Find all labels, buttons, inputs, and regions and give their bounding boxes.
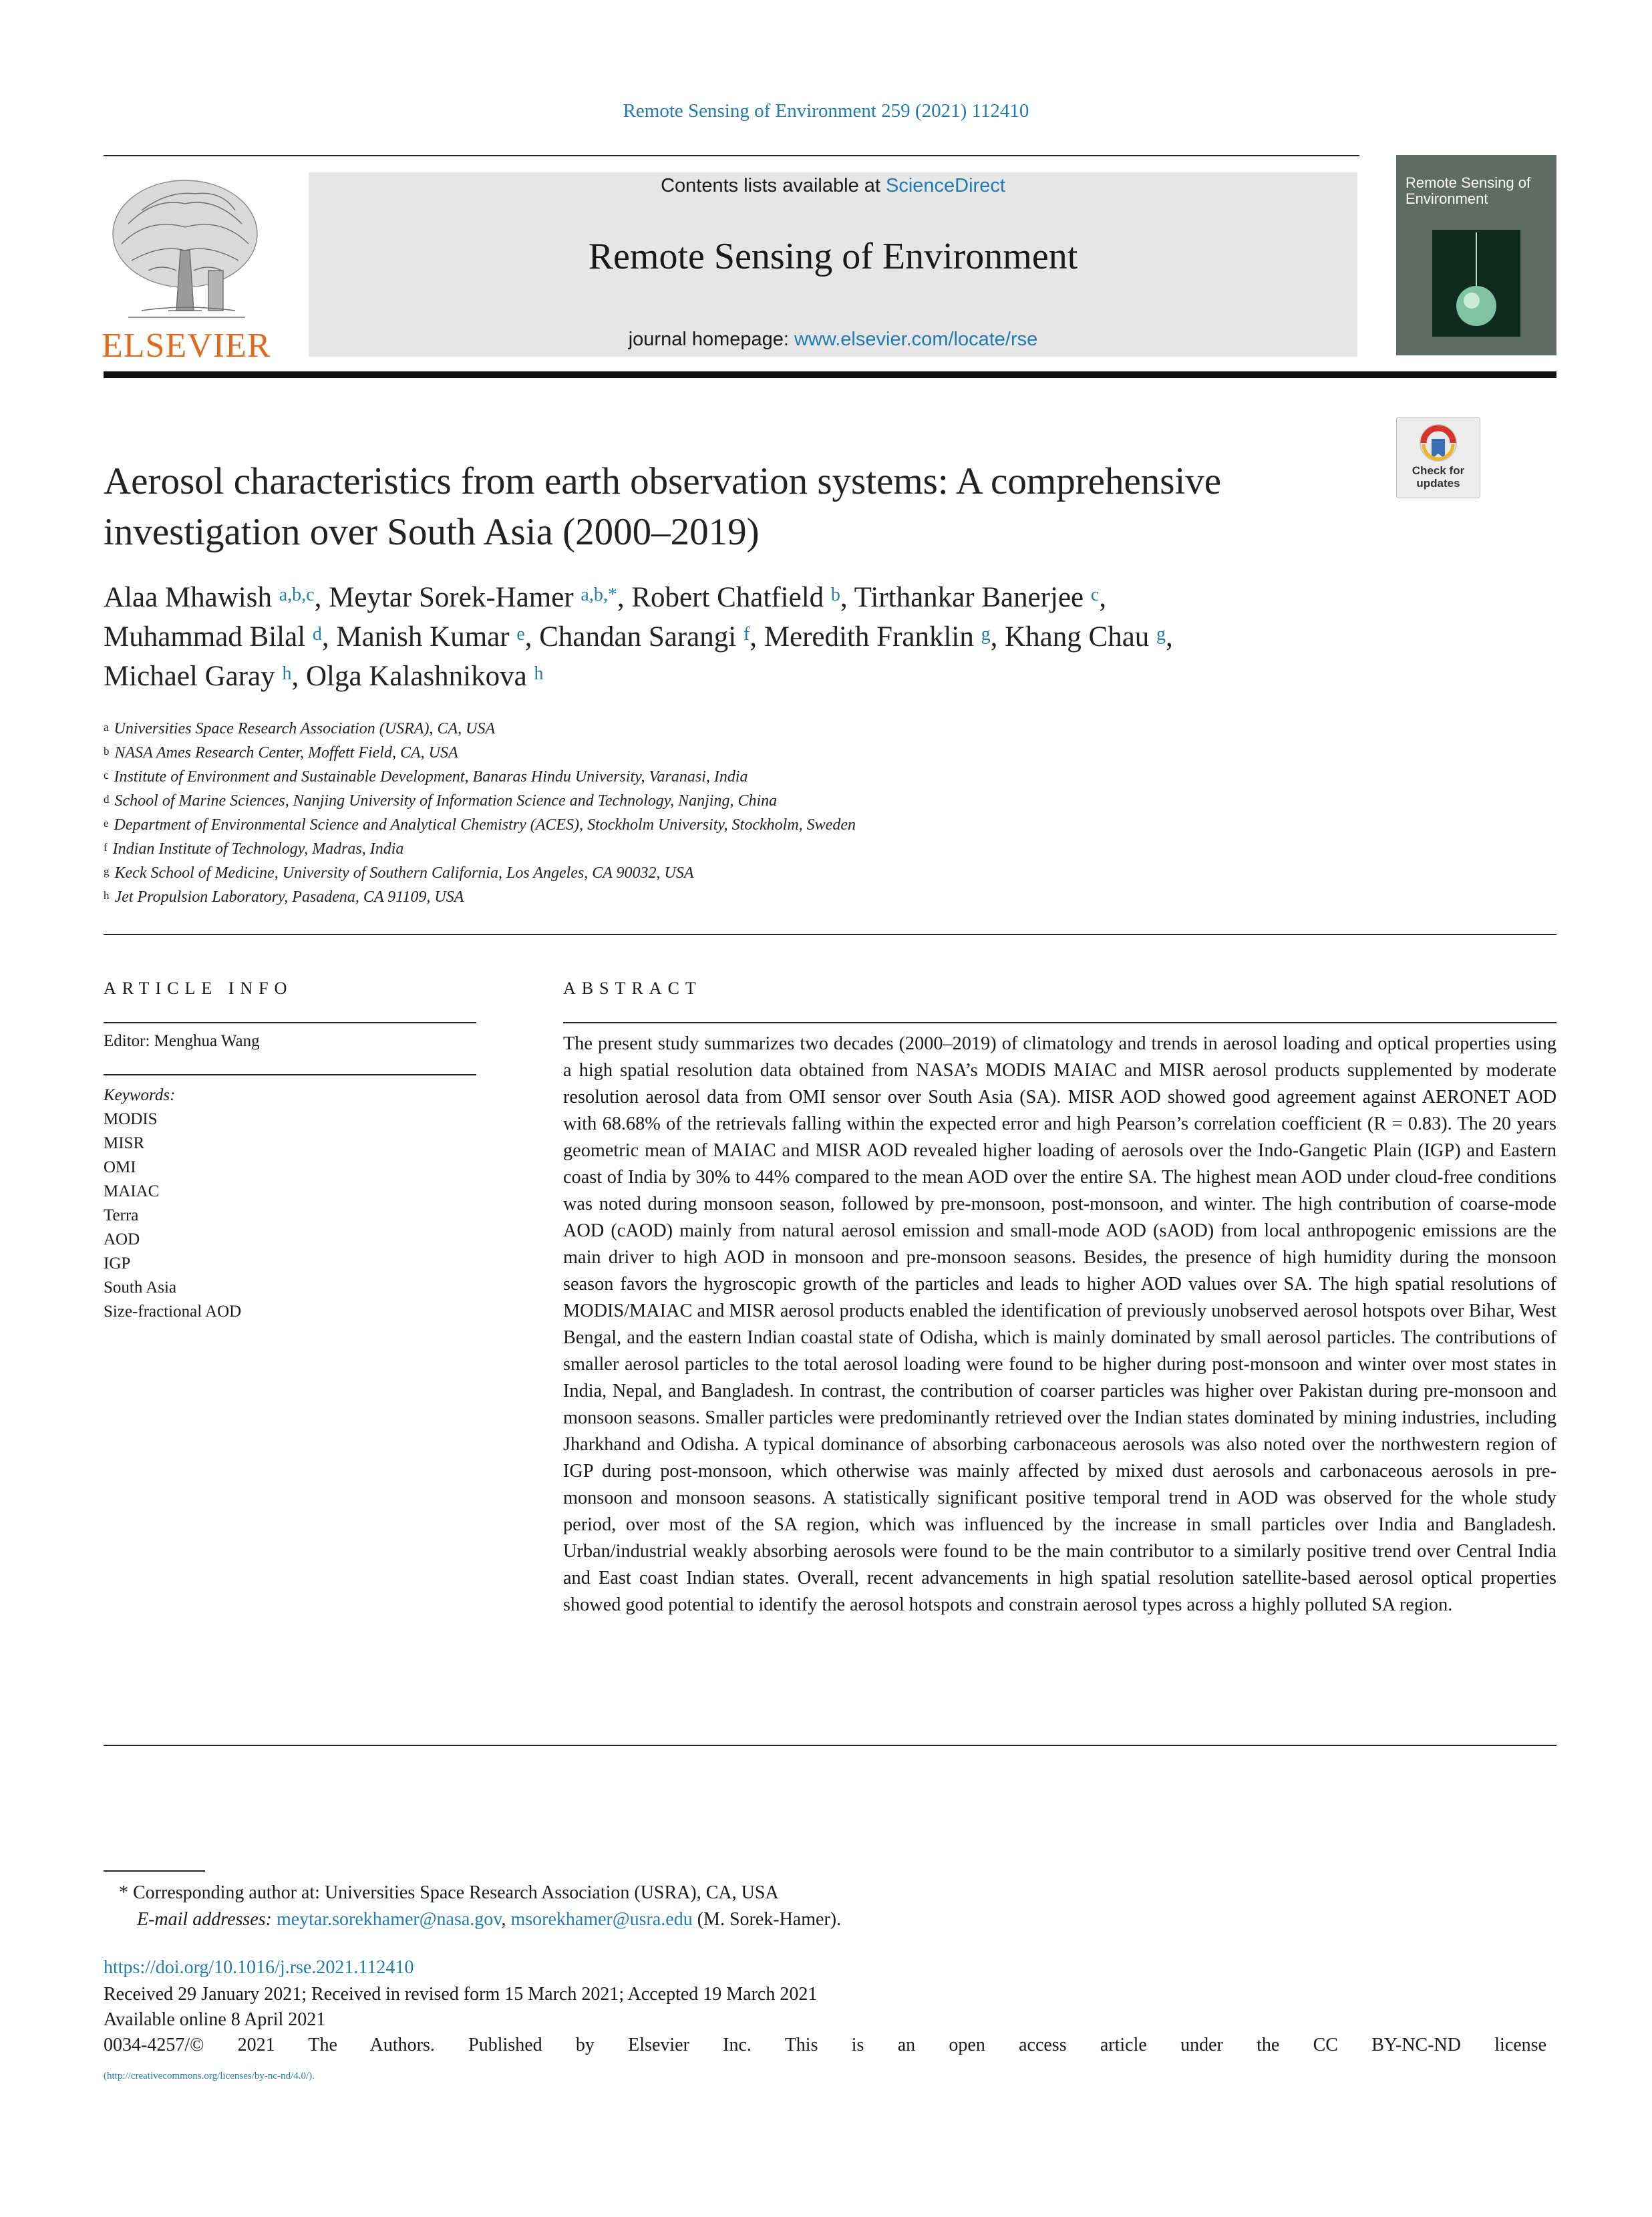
contents-line [309,175,1357,197]
keywords-block [104,1083,476,1324]
author-line-3 [104,657,1373,696]
author-name[interactable]: Michael Garay [104,661,275,692]
affiliation-item [104,861,1373,885]
author-name[interactable]: Manish Kumar [336,621,510,653]
author-name[interactable]: Khang Chau [1005,621,1150,653]
keywords-label: Keywords: [104,1086,176,1104]
keyword-item: MAIAC [104,1182,160,1200]
affiliation-item [104,813,1373,837]
affiliation-letter: b [104,745,110,757]
author-affiliation-marker[interactable]: a,b,* [581,584,617,605]
author-separator: , [1099,582,1107,613]
author-affiliation-marker[interactable]: g [1156,624,1166,645]
author-affiliation-marker[interactable]: h [534,663,544,684]
section-divider [104,934,1556,935]
footnote-divider [104,1870,205,1872]
author-name[interactable]: Meytar Sorek-Hamer [329,582,574,613]
author-separator: , [990,621,1005,653]
corresponding-author-note: * Corresponding author at: Universities Space Research Association (USRA), CA, USA [119,1882,779,1903]
cover-title: Remote Sensing of Environment [1406,174,1531,207]
abstract-heading: ABSTRACT [563,979,702,998]
author-name[interactable]: Olga Kalashnikova [305,661,527,692]
author-affiliation-marker[interactable]: g [981,624,991,645]
keyword-item: Terra [104,1206,139,1224]
author-separator: , [840,582,854,613]
doi-link[interactable]: https://doi.org/10.1016/j.rse.2021.112410 [104,1957,414,1978]
affiliation-text: Keck School of Medicine, University of Southern California, Los Angeles, CA 90032, USA [114,864,694,882]
affiliation-letter: d [104,793,110,806]
author-affiliation-marker[interactable]: a,b,c [279,584,315,605]
received-dates: Received 29 January 2021; Received in revised form 15 March 2021; Accepted 19 March 2021 [104,1984,818,2005]
affiliation-letter: a [104,721,109,733]
article-title-line-2: investigation over South Asia (2000–2019) [104,511,760,553]
affiliation-letter: c [104,769,109,782]
keyword-item: IGP [104,1254,131,1272]
author-name[interactable]: Alaa Mhawish [104,582,272,613]
article-title-line-1: Aerosol characteristics from earth observation systems: A comprehensive [104,460,1222,502]
author-affiliation-marker[interactable]: b [830,584,840,605]
check-for-updates-label: Check for updates [1412,464,1465,490]
affiliation-item [104,765,1373,789]
keyword-item: AOD [104,1230,140,1248]
article-title [104,456,1373,558]
available-online: Available online 8 April 2021 [104,2009,326,2030]
author-affiliation-marker[interactable]: c [1090,584,1100,605]
author-separator: , [291,661,306,692]
author-affiliation-marker[interactable]: d [312,624,322,645]
affiliations-list [104,717,1373,909]
author-line-1 [104,578,1373,617]
author-affiliation-marker[interactable]: e [516,624,525,645]
email-label: E-mail addresses: [137,1909,272,1930]
email-link-usra[interactable]: msorekhamer@usra.edu [510,1909,693,1930]
affiliation-item [104,885,1373,909]
homepage-prefix: journal homepage: [628,329,795,350]
author-name[interactable]: Chandan Sarangi [539,621,737,653]
author-line-2 [104,617,1373,657]
keyword-item: South Asia [104,1278,177,1297]
affiliation-letter: g [104,865,110,878]
homepage-link[interactable]: www.elsevier.com/locate/rse [794,329,1038,350]
affiliation-text: Jet Propulsion Laboratory, Pasadena, CA 91109, USA [114,888,464,906]
author-separator: , [321,621,337,653]
license-statement: 0034-4257/© 2021 The Authors. Published by Elsevier Inc. This is an open access article under the CC BY-NC-ND license [104,2035,1546,2055]
affiliation-text: NASA Ames Research Center, Moffett Field, CA, USA [114,744,458,761]
publisher-logo-text: ELSEVIER [102,327,271,365]
article-info-heading: ARTICLE INFO [104,979,293,998]
email-suffix: (M. Sorek-Hamer). [697,1909,842,1930]
affiliation-item [104,717,1373,741]
keyword-item: Size-fractional AOD [104,1303,242,1321]
author-name[interactable]: Meredith Franklin [764,621,974,653]
top-divider [104,155,1359,156]
author-affiliation-marker[interactable]: f [743,624,750,645]
email-addresses-line: E-mail addresses: meytar.sorekhamer@nasa.gov, msorekhamer@usra.edu (M. Sorek-Hamer). [137,1909,842,1930]
affiliation-text: Indian Institute of Technology, Madras, India [112,840,404,858]
article-info-divider [104,1022,476,1023]
check-for-updates-badge[interactable] [1396,417,1480,498]
affiliation-text: Universities Space Research Association (USRA), CA, USA [114,720,496,737]
affiliation-letter: e [104,817,109,830]
affiliation-text: Department of Environmental Science and Analytical Chemistry (ACES), Stockholm University, Stockholm, Sweden [114,816,856,834]
affiliation-item [104,789,1373,813]
journal-citation[interactable]: Remote Sensing of Environment 259 (2021) 112410 [623,100,1029,122]
editor-line: Editor: Menghua Wang [104,1032,260,1050]
contents-prefix: Contents lists available at [661,175,886,196]
author-name[interactable]: Muhammad Bilal [104,621,306,653]
author-separator: , [314,582,329,613]
author-affiliation-marker[interactable]: h [282,663,292,684]
keyword-item: OMI [104,1158,136,1176]
author-name[interactable]: Robert Chatfield [631,582,824,613]
keyword-item: MISR [104,1134,145,1152]
affiliation-text: Institute of Environment and Sustainable Development, Banaras Hindu University, Varanasi, India [114,768,748,786]
affiliation-item [104,837,1373,861]
affiliation-letter: h [104,889,110,902]
affiliation-item [104,741,1373,765]
affiliation-text: School of Marine Sciences, Nanjing University of Information Science and Technology, Nanjing, China [114,792,778,810]
journal-name: Remote Sensing of Environment [588,236,1078,277]
license-link[interactable]: (http://creativecommons.org/licenses/by-nc-nd/4.0/). [104,2071,315,2081]
author-separator: , [750,621,764,653]
affiliation-letter: f [104,841,108,854]
elsevier-wordmark [102,326,269,365]
keywords-divider [104,1074,476,1075]
abstract-divider [563,1022,1556,1023]
author-list [104,578,1373,696]
sciencedirect-link[interactable]: ScienceDirect [886,175,1005,196]
author-separator: , [524,621,540,653]
email-link-nasa[interactable]: meytar.sorekhamer@nasa.gov [276,1909,502,1930]
header-thick-divider [104,371,1556,378]
homepage-line [309,329,1357,351]
author-separator: , [1166,621,1173,653]
abstract-bottom-divider [104,1745,1556,1746]
abstract-text: The present study summarizes two decades (2000–2019) of climatology and trends in aerosol loading and optical properties using a high spatial resolution data obtained from NASA’s MODIS MAIAC and MISR aerosol products supplemented by moderate resolution aerosol data from OMI sensor over South Asia (SA). MISR AOD showed good agreement against AERONET AOD with 68.68% of the retrievals falling within the expected error and high Pearson’s correlation coefficient (R = 0.83). The 20 years geometric mean of MAIAC and MISR AOD revealed higher loading of aerosols over the Indo-Gangetic Plain (IGP) and Eastern coast of India by 30% to 44% compared to the mean AOD over the entire SA. The highest mean AOD under cloud-free conditions was noted during monsoon season, followed by pre-monsoon, post-monsoon, and winter. The high contribution of coarse-mode AOD (cAOD) mainly from natural aerosol emission and small-mode AOD (sAOD) from local anthropogenic emissions are the main driver to high AOD in monsoon and pre-monsoon seasons. Besides, the presence of high humidity during the monsoon season favors the hygroscopic growth of the particles and leads to higher AOD values over SA. The high spatial resolutions of MODIS/MAIAC and MISR aerosol products enabled the identification of previously unobserved aerosol hotspots over Bihar, West Bengal, and the eastern Indian coastal state of Odisha, which is mainly dominated by small aerosol particles. The contributions of smaller aerosol particles to the total aerosol loading were found to be higher during post-monsoon and winter over most states in India, Nepal, and Bangladesh. In contrast, the contribution of coarser particles was higher over Pakistan during pre-monsoon and monsoon seasons. Smaller particles were predominantly retrieved over the Indian states dominated by mining industries, including Jharkhand and Odisha. A typical dominance of absorbing carbonaceous aerosols was also noted over the northwestern region of IGP during post-monsoon, which otherwise was mainly affected by mixed dust aerosols and carbonaceous aerosols in pre-monsoon and monsoon seasons. A statistically significant positive temporal trend in AOD was observed for the whole study period, over most of the SA region, which was influenced by the increase in small particles over India and Bangladesh. Urban/industrial weakly absorbing aerosols were found to be the main contributor to a similarly positive trend over Central India and East coast Indian states. Overall, recent advancements in high spatial resolution satellite-based aerosol optical properties showed good potential to identify the aerosol hotspots and constrain aerosol types across a highly polluted SA region. [563,1033,1556,1615]
author-separator: , [617,582,632,613]
author-name[interactable]: Tirthankar Banerjee [854,582,1084,613]
keyword-item: MODIS [104,1110,158,1128]
